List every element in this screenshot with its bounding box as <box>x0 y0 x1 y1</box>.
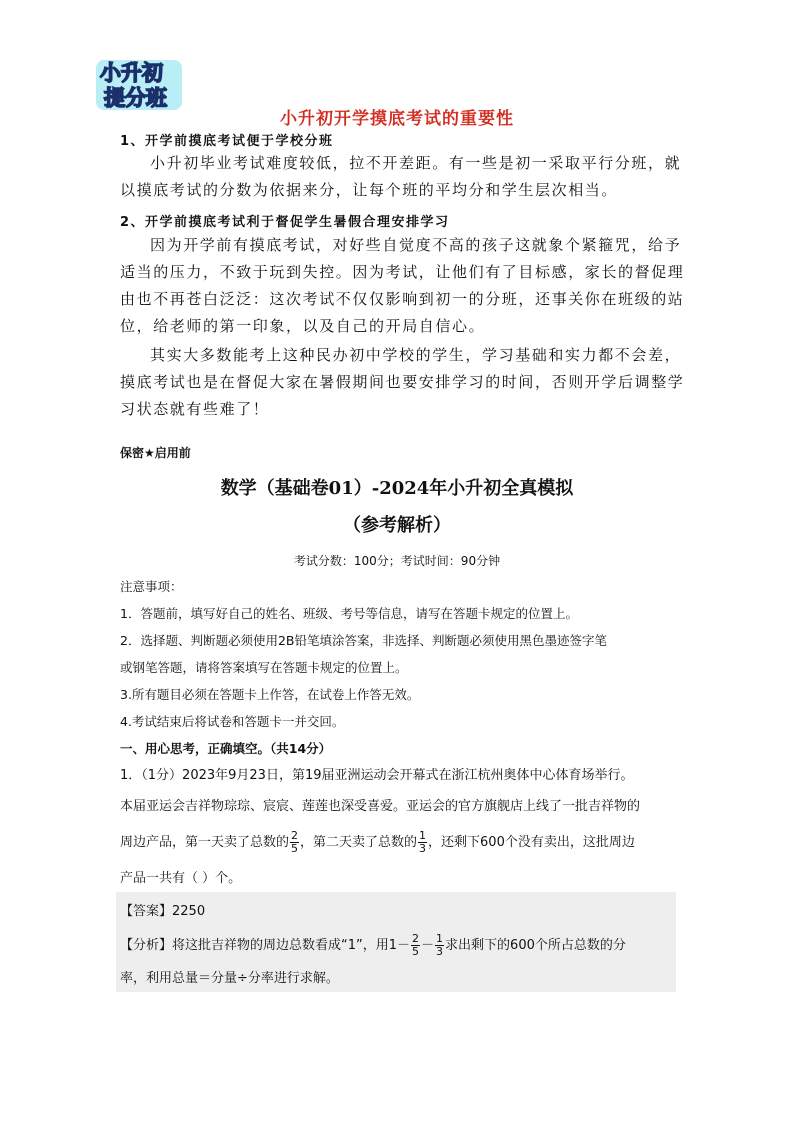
intro-paragraph-2: 因为开学前有摸底考试，对好些自觉度不高的孩子这就象个紧箍咒，给予适当的压力，不致于玩到失控。因为考试，让他们有了目标感，家长的督促理由也不再苍白泛泛：这次考试不仅仅影响到初一的分班，还事关你在班级的站位，给老师的第一印象，以及自己的开局自信心。 <box>120 236 685 335</box>
exam-subtitle: （参考解析） <box>343 515 451 536</box>
notice-item: 4.考试结束后将试卷和答题卡一并交回。 <box>120 714 345 729</box>
question-1-line: 本届亚运会吉祥物琮琮、宸宸、莲莲也深受喜爱。亚运会的官方旗舰店上线了一批吉祥物的 <box>120 799 641 814</box>
question-1-text: ，第二天卖了总数的 <box>300 835 418 850</box>
notice-item: 3.所有题目必须在答题卡上作答，在试卷上作答无效。 <box>120 687 420 702</box>
intro-paragraph-1: 小升初毕业考试难度较低，拉不开差距。有一些是初一采取平行分班，就以摸底考试的分数为依据来分，让每个班的平均分和学生层次相当。 <box>120 154 682 199</box>
question-1-text: ，还剩下600个没有卖出，这批周边 <box>428 835 635 850</box>
intro-title: 小升初开学摸底考试的重要性 <box>280 109 514 129</box>
intro-paragraph-3: 其实大多数能考上这种民办初中学校的学生，学习基础和实力都不会差，摸底考试也是在督促大家在暑假期间也要安排学习的时间，否则开学后调整学习状态就有些难了！ <box>120 346 685 418</box>
analysis-line <box>120 929 680 962</box>
exam-info: 考试分数：100分；考试时间：90分钟 <box>293 554 501 568</box>
notice-item: 1．答题前，填写好自己的姓名、班级、考号等信息，请写在答题卡规定的位置上。 <box>120 606 578 621</box>
question-1-line: 1．（1分）2023年9月23日，第19届亚洲运动会开幕式在浙江杭州奥体中心体育场举行。 <box>120 768 634 783</box>
notice-item: 2．选择题、判断题必须使用2B铅笔填涂答案，非选择、判断题必须使用黑色墨迹签字笔 <box>120 633 607 648</box>
answer-label: 【答案】 <box>120 904 173 919</box>
svg-text:提分班: 提分班 <box>104 86 167 110</box>
intro-heading-1: 1、开学前摸底考试便于学校分班 <box>120 134 334 149</box>
analysis-line: 率，利用总量＝分量÷分率进行求解。 <box>120 971 339 986</box>
analysis-text: 将这批吉祥物的周边总数看成“1”，用1－ <box>172 938 411 953</box>
svg-text:小升初: 小升初 <box>100 61 163 85</box>
answer-value: 2250 <box>172 904 206 919</box>
question-1-text: 周边产品，第一天卖了总数的 <box>120 835 290 850</box>
notice-item: 或钢笔答题，请将答案填写在答题卡规定的位置上。 <box>120 660 408 675</box>
fraction-numerator: 2 <box>412 932 420 945</box>
fraction-one-third <box>418 830 427 855</box>
fraction-numerator: 1 <box>436 932 444 945</box>
fraction-one-third <box>435 933 444 958</box>
answer-line <box>120 895 680 928</box>
minus-sign: － <box>421 938 435 953</box>
fraction-denominator: 5 <box>412 945 420 958</box>
analysis-text: 求出剩下的600个所占总数的分 <box>445 938 626 953</box>
fraction-denominator: 3 <box>436 945 444 958</box>
section-heading: 一、用心思考，正确填空。（共14分） <box>120 741 332 756</box>
fraction-denominator: 5 <box>291 842 299 855</box>
fraction-two-fifths <box>290 830 299 855</box>
question-1-line: 产品一共有（ ）个。 <box>120 871 242 886</box>
fraction-numerator: 2 <box>291 829 299 842</box>
fraction-two-fifths <box>411 933 420 958</box>
exam-title: 数学（基础卷01）-2024年小升初全真模拟 <box>220 478 574 499</box>
notice-label: 注意事项： <box>120 579 183 594</box>
question-1-line <box>120 826 680 859</box>
intro-heading-2: 2、开学前摸底考试利于督促学生暑假合理安排学习 <box>120 215 450 230</box>
fraction-numerator: 1 <box>419 829 427 842</box>
analysis-label: 【分析】 <box>120 938 173 953</box>
secret-label: 保密★启用前 <box>120 446 191 460</box>
fraction-denominator: 3 <box>419 842 427 855</box>
